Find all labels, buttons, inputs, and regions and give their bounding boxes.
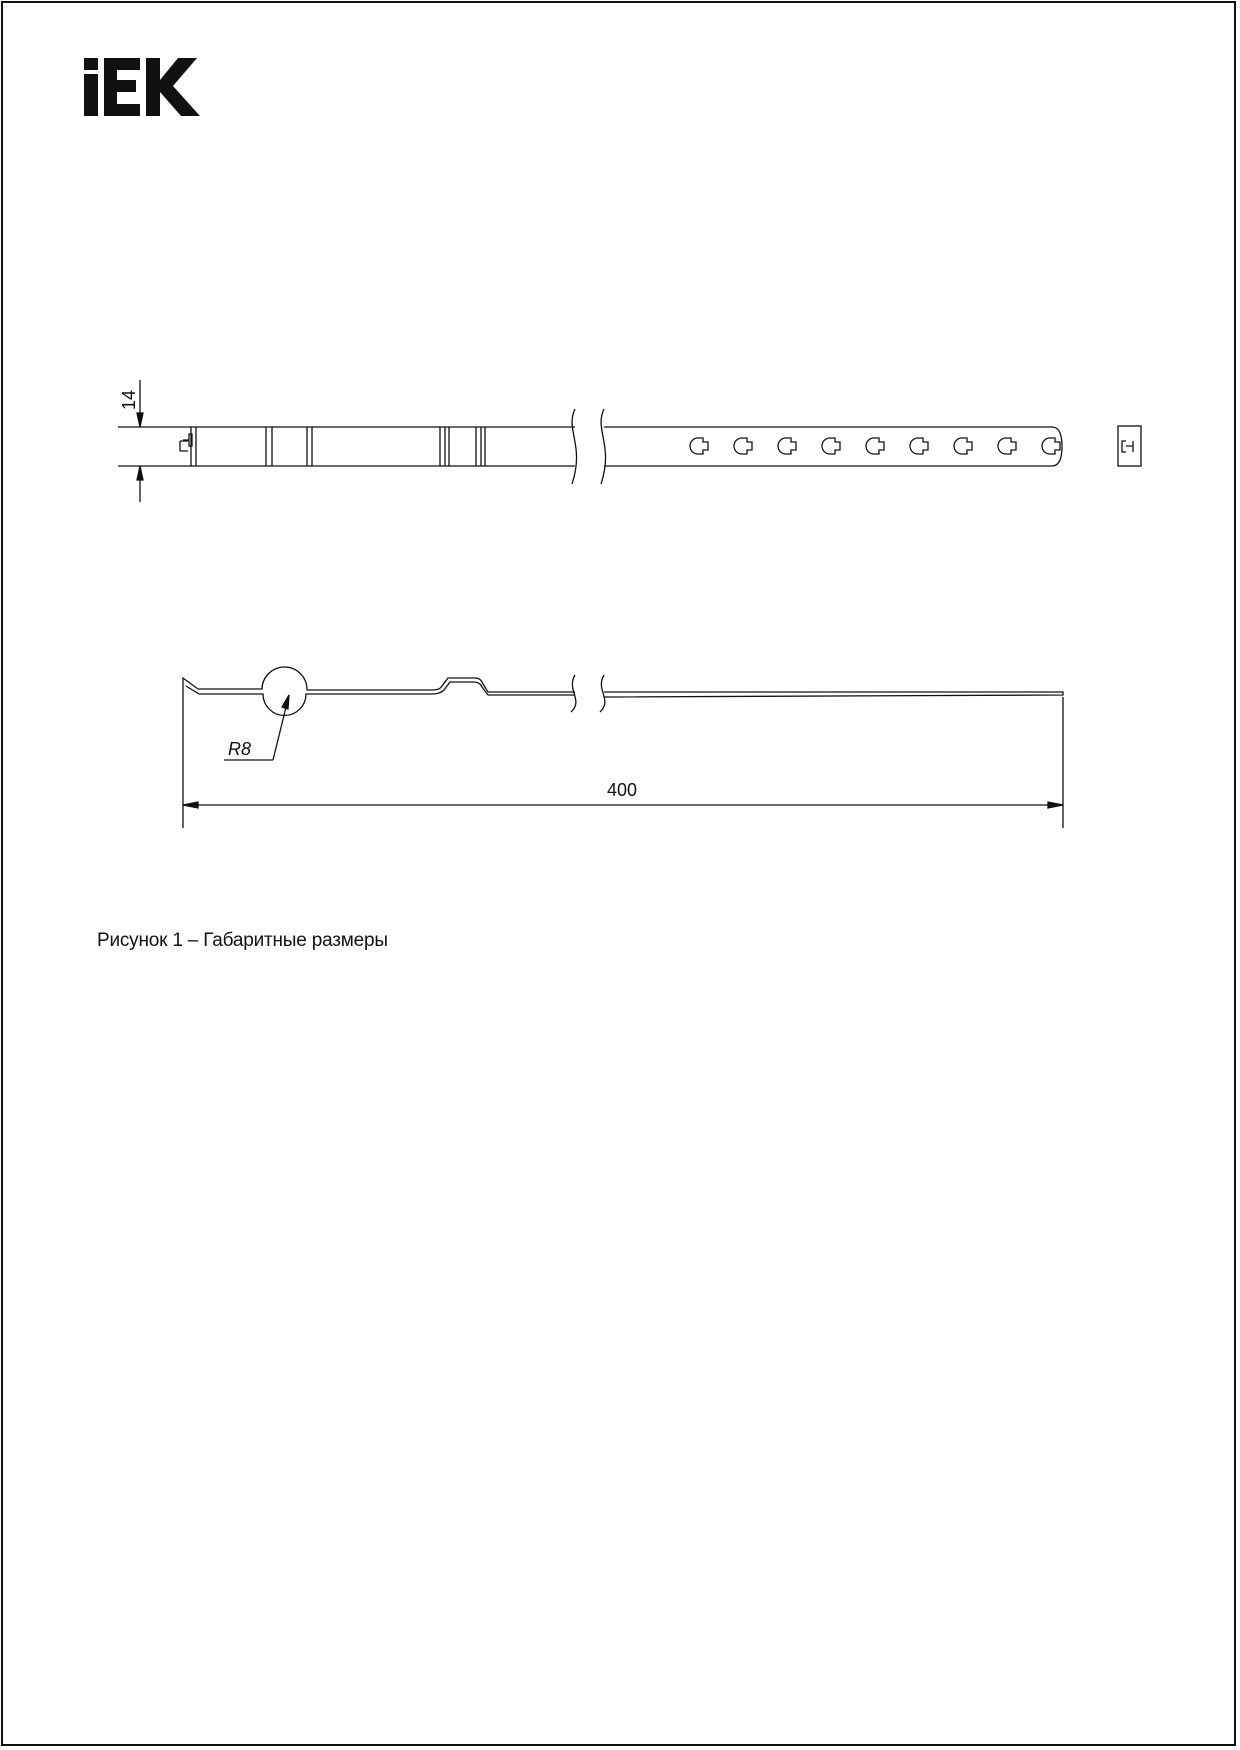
radius-dimension-label: R8	[228, 739, 252, 759]
length-arrow-left	[183, 802, 198, 808]
width-arrow-bottom	[137, 466, 143, 480]
length-arrow-right	[1048, 802, 1063, 808]
length-dimension-lines	[183, 695, 1063, 828]
figure-caption: Рисунок 1 – Габаритные размеры	[97, 930, 388, 951]
adjustment-holes	[690, 438, 1060, 454]
width-dimension-label: 14	[119, 389, 139, 410]
radius-arrow	[282, 695, 289, 709]
length-dimension-label: 400	[607, 780, 638, 800]
top-view-strap	[180, 409, 1062, 484]
width-arrow-top	[137, 413, 143, 427]
side-view-strap	[183, 667, 1063, 716]
end-view	[1118, 426, 1141, 466]
